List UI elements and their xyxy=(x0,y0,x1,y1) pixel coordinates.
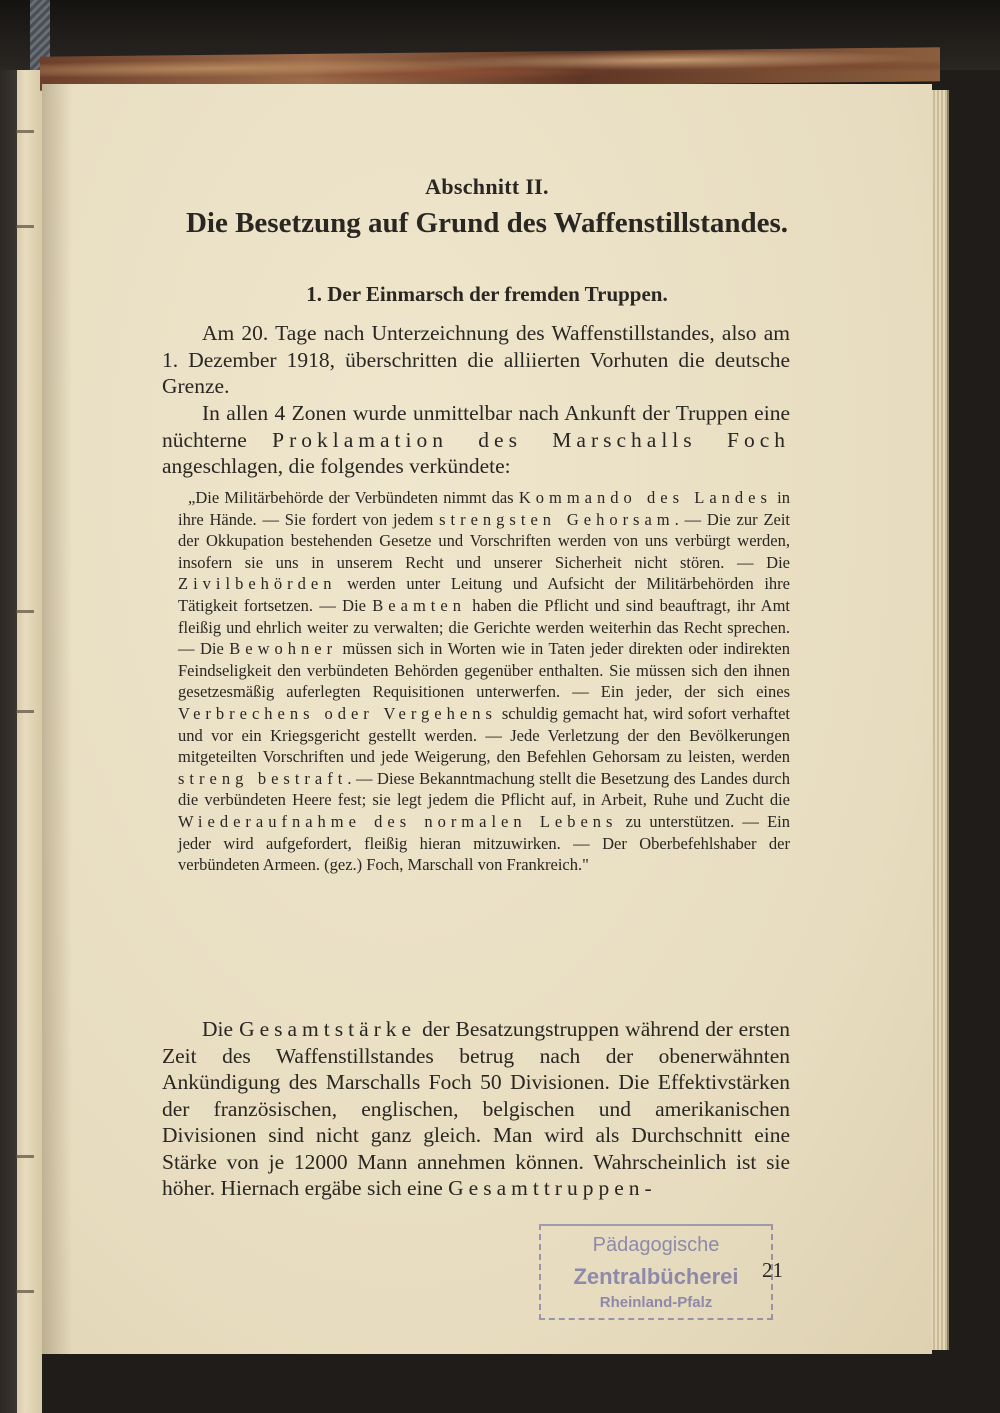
quote-spaced: Kommando des Landes xyxy=(518,488,772,507)
quote-segment: „Die Militärbehörde der Verbündeten nimmt das xyxy=(188,488,519,507)
quote-spaced: Verbrechens oder Vergehens xyxy=(178,703,497,723)
paragraph-3 xyxy=(162,1016,790,1202)
quote-segment: schuldig gemacht hat, wird sofort verhaftet und vor ein Kriegsgericht gestellt werden. — Jede Verletzung der den Bevölkerungen mitgeteilten Vorschriften und jede Weigerung, den Befehlen Gehorsam zu leisten, werden xyxy=(178,703,790,767)
quote-segment: . — Diese Bekanntmachung stellt die Besetzung des Landes durch die verbündeten Heere fest; sie legt jedem die Pflicht auf, in Arbeit, Ruhe und Zucht die xyxy=(178,768,790,810)
library-stamp xyxy=(539,1224,773,1320)
quote-segment: werden unter Leitung und Aufsicht der Militärbehörden ihre Tätigkeit fortsetzen. — Die xyxy=(178,574,790,615)
quote-segment: in ihre Hände. — Sie fordert von jedem xyxy=(178,488,790,529)
page-number: 21 xyxy=(762,1258,783,1282)
quote-spaced: Wiederaufnahme des normalen Lebens xyxy=(178,811,618,831)
paragraph-3-spaced-end: Gesamttruppen- xyxy=(448,1176,657,1200)
stamp-line-3: Rheinland-Pfalz xyxy=(599,1294,713,1311)
paragraph-2-text-b: angeschlagen, die folgendes verkündete: xyxy=(162,454,511,478)
quote-spaced: strengsten Gehorsam xyxy=(439,509,675,529)
quote-segment: haben die Pflicht und sind beauftragt, ihr Amt fleißig und ehrlich weiter zu verwalten; die Gerichte werden weiterhin das Recht sprechen. — Die xyxy=(178,595,790,659)
gutter-shadow xyxy=(42,84,72,1354)
stamp-line-1: Pädagogische xyxy=(592,1234,720,1256)
quote-segment: zu unterstützen. — Ein jeder wird aufgefordert, fleißig hieran mitzuwirken. — Der Oberbefehlshaber der verbündeten Armeen. (gez.) Foch, Marschall von Frankreich." xyxy=(178,811,790,875)
proclamation-quote xyxy=(178,487,790,876)
quote-spaced: streng bestraft xyxy=(178,768,348,788)
section-label: Abschnitt II. xyxy=(425,174,549,199)
left-margin-marks xyxy=(10,120,40,1320)
chapter-heading-text: Die Besetzung auf Grund des Waffenstillstandes. xyxy=(185,207,789,239)
paragraph-1-text: Am 20. Tage nach Unterzeichnung des Waffenstillstandes, also am 1. Dezember 1918, überschritten die alliierten Vorhuten die deutsche Grenze. xyxy=(162,321,790,398)
paragraph-3-spaced: Gesamtstärke xyxy=(239,1017,417,1041)
quote-spaced: Bewohner xyxy=(229,639,338,659)
paragraph-1 xyxy=(162,320,790,400)
paragraph-2-text-a: In allen 4 Zonen wurde unmittelbar nach Ankunft der Truppen eine nüchterne xyxy=(162,401,790,452)
quote-segment: . — Die zur Zeit der Okkupation bestehenden Gesetze und Vorschriften werden von uns verbürgt werden, insofern sie uns in unserem Recht und unserer Sicherheit nicht stören. — Die xyxy=(178,509,791,572)
paragraph-3-lead: Die xyxy=(202,1017,240,1041)
quote-spaced: Zivilbehörden xyxy=(178,574,337,594)
paragraph-3-text: der Besatzungstruppen während der ersten Zeit des Waffenstillstandes betrug nach der obenerwähnten Ankündigung des Marschalls Foch 50 Divisionen. Die Effektivstärken der französischen, englischen, belgischen und amerikanischen Divisionen sind nicht ganz gleich. Man wird als Durchschnitt eine Stärke von je 12000 Mann annehmen können. Wahrscheinlich ist sie höher. Hiernach ergäbe sich eine xyxy=(162,1017,790,1200)
subsection-heading: 1. Der Einmarsch der fremden Truppen. xyxy=(306,282,668,306)
stamp-line-2: Zentralbücherei xyxy=(573,1264,739,1289)
chapter-heading xyxy=(42,205,932,241)
paragraph-2 xyxy=(162,400,790,480)
quote-segment: müssen sich in Worten wie in Taten jeder direkten oder indirekten Feindseligkeit den verbündeten Behörden gegenüber enthalten. Sie müssen sich den ihnen gesetzesmäßig auferlegten Requisitionen unterwerfen. — Ein jeder, der sich eines xyxy=(178,639,790,702)
quote-spaced: Beamten xyxy=(372,595,466,615)
paragraph-2-spaced: Proklamation des Marschalls Foch xyxy=(272,427,790,452)
book-page xyxy=(42,84,932,1354)
